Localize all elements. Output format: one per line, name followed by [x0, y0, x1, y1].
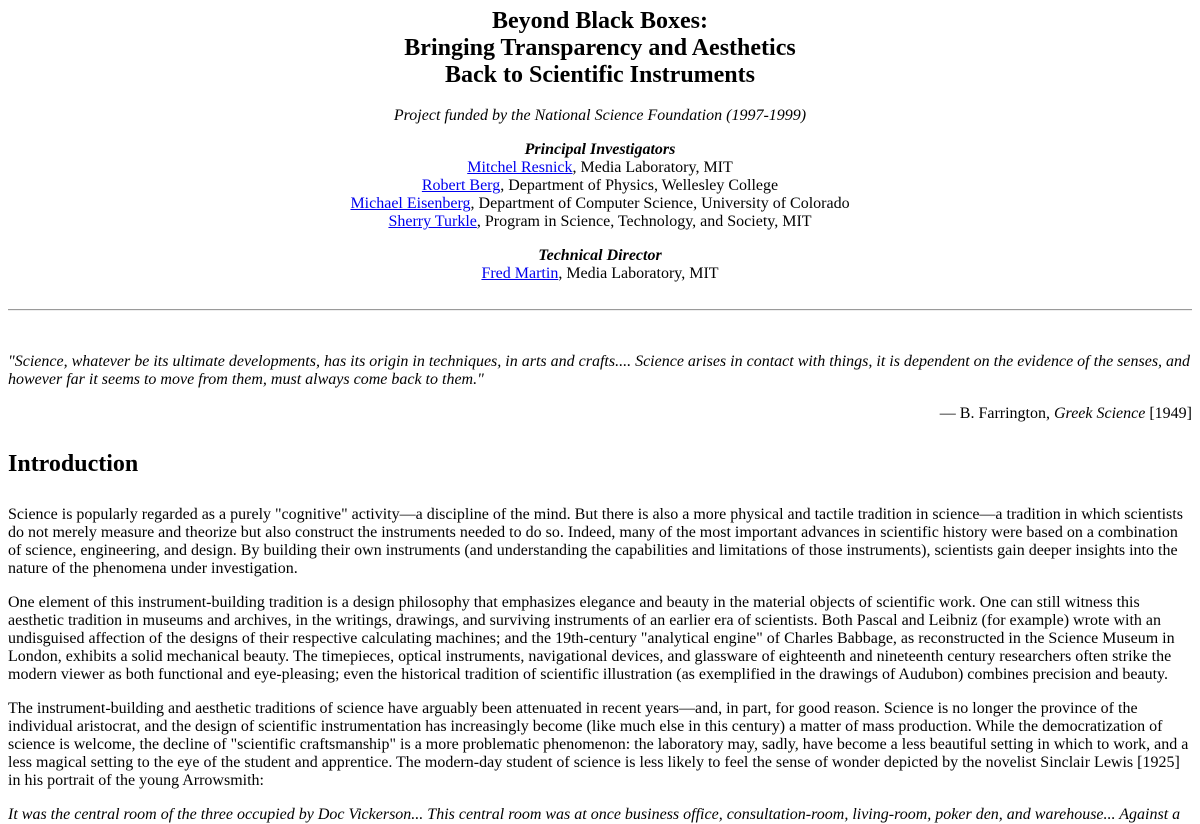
td-entry	[8, 265, 1192, 283]
pi-affiliation: , Program in Science, Technology, and Society, MIT	[476, 213, 812, 230]
pi-link-resnick[interactable]: Mitchel Resnick	[467, 159, 573, 176]
horizontal-rule	[8, 309, 1192, 311]
pi-link-berg[interactable]: Robert Berg	[421, 177, 501, 194]
technical-director	[8, 247, 1192, 283]
pi-affiliation: , Department of Computer Science, University of Colorado	[470, 195, 850, 212]
section-heading-introduction: Introduction	[8, 451, 139, 477]
intro-paragraph-1: Science is popularly regarded as a purely "cognitive" activity—a discipline of the mind. But there is also a more physical and tactile tradition in science—a tradition in which scientists do not merely measure and theorize but also construct the instruments needed to do so. Indeed, many of the most important advances in scientific history were based on a combination of science, engineering, and design. By building their own instruments (and understanding the capabilities and limitations of those instruments), scientists gain deeper insights into the nature of the phenomena under investigation.	[8, 506, 1183, 577]
epigraph-attribution	[8, 405, 1192, 423]
principal-investigators	[8, 141, 1192, 231]
pi-entry	[8, 195, 1192, 213]
intro-paragraph-3: The instrument-building and aesthetic traditions of science have arguably been attenuated in recent years—and, in part, for good reason. Science is no longer the province of the individual aristocrat, and the design of scientific instrumentation has increasingly become (like much else in this century) a matter of mass production. While the democratization of science is welcome, the decline of "scientific craftsmanship" is a more problematic phenomenon: the laboratory may, sadly, have become a less beautiful setting in which to work, and a less magical setting to the eye of the student and apprentice. The modern-day student of science is less likely to feel the sense of wonder depicted by the novelist Sinclair Lewis [1925] in his portrait of the young Arrowsmith:	[8, 700, 1189, 789]
title-line-2: Bringing Transparency and Aesthetics	[404, 35, 796, 61]
pi-entry	[8, 213, 1192, 231]
title-line-1: Beyond Black Boxes:	[491, 8, 709, 34]
pi-affiliation: , Department of Physics, Wellesley College	[500, 177, 779, 194]
pi-heading: Principal Investigators	[524, 141, 676, 158]
document-page	[0, 8, 1200, 824]
attribution-author: — B. Farrington,	[939, 405, 1054, 422]
pi-link-turkle[interactable]: Sherry Turkle	[388, 213, 477, 230]
funding-note: Project funded by the National Science Foundation (1997-1999)	[393, 107, 807, 124]
td-link-martin[interactable]: Fred Martin	[481, 265, 559, 282]
pi-affiliation: , Media Laboratory, MIT	[572, 159, 733, 176]
page-title	[8, 8, 1192, 89]
pi-link-eisenberg[interactable]: Michael Eisenberg	[350, 195, 471, 212]
pi-entry	[8, 177, 1192, 195]
td-affiliation: , Media Laboratory, MIT	[558, 265, 719, 282]
pi-entry	[8, 159, 1192, 177]
intro-paragraph-2: One element of this instrument-building tradition is a design philosophy that emphasizes elegance and beauty in the material objects of scientific work. One can still witness this aesthetic tradition in museums and archives, in the writings, drawings, and surviving instruments of an earlier era of scientists. Both Pascal and Leibniz (for example) wrote with an undisguised affection of the designs of their respective calculating machines; and the 19th-century "analytical engine" of Charles Babbage, as reconstructed in the Science Museum in London, exhibits a solid mechanical beauty. The timepieces, optical instruments, navigational devices, and glassware of eighteenth and nineteenth century researchers often strike the modern viewer as both functional and eye-pleasing; even the historical tradition of scientific illustration (as exemplified in the drawings of Audubon) combines precision and beauty.	[8, 594, 1175, 683]
attribution-work: Greek Science	[1054, 405, 1146, 422]
title-line-3: Back to Scientific Instruments	[445, 62, 755, 88]
arrowsmith-excerpt: It was the central room of the three occupied by Doc Vickerson... This central room was at once business office, consultation-room, living-room, poker den, and warehouse... Against a	[8, 806, 1181, 823]
td-heading: Technical Director	[538, 247, 662, 264]
attribution-year: [1949]	[1145, 405, 1192, 422]
epigraph-quote: "Science, whatever be its ultimate developments, has its origin in techniques, in arts and crafts.... Science arises in contact with things, it is dependent on the evidence of the senses, and however far it seems to move from them, must always come back to them."	[8, 353, 1191, 388]
